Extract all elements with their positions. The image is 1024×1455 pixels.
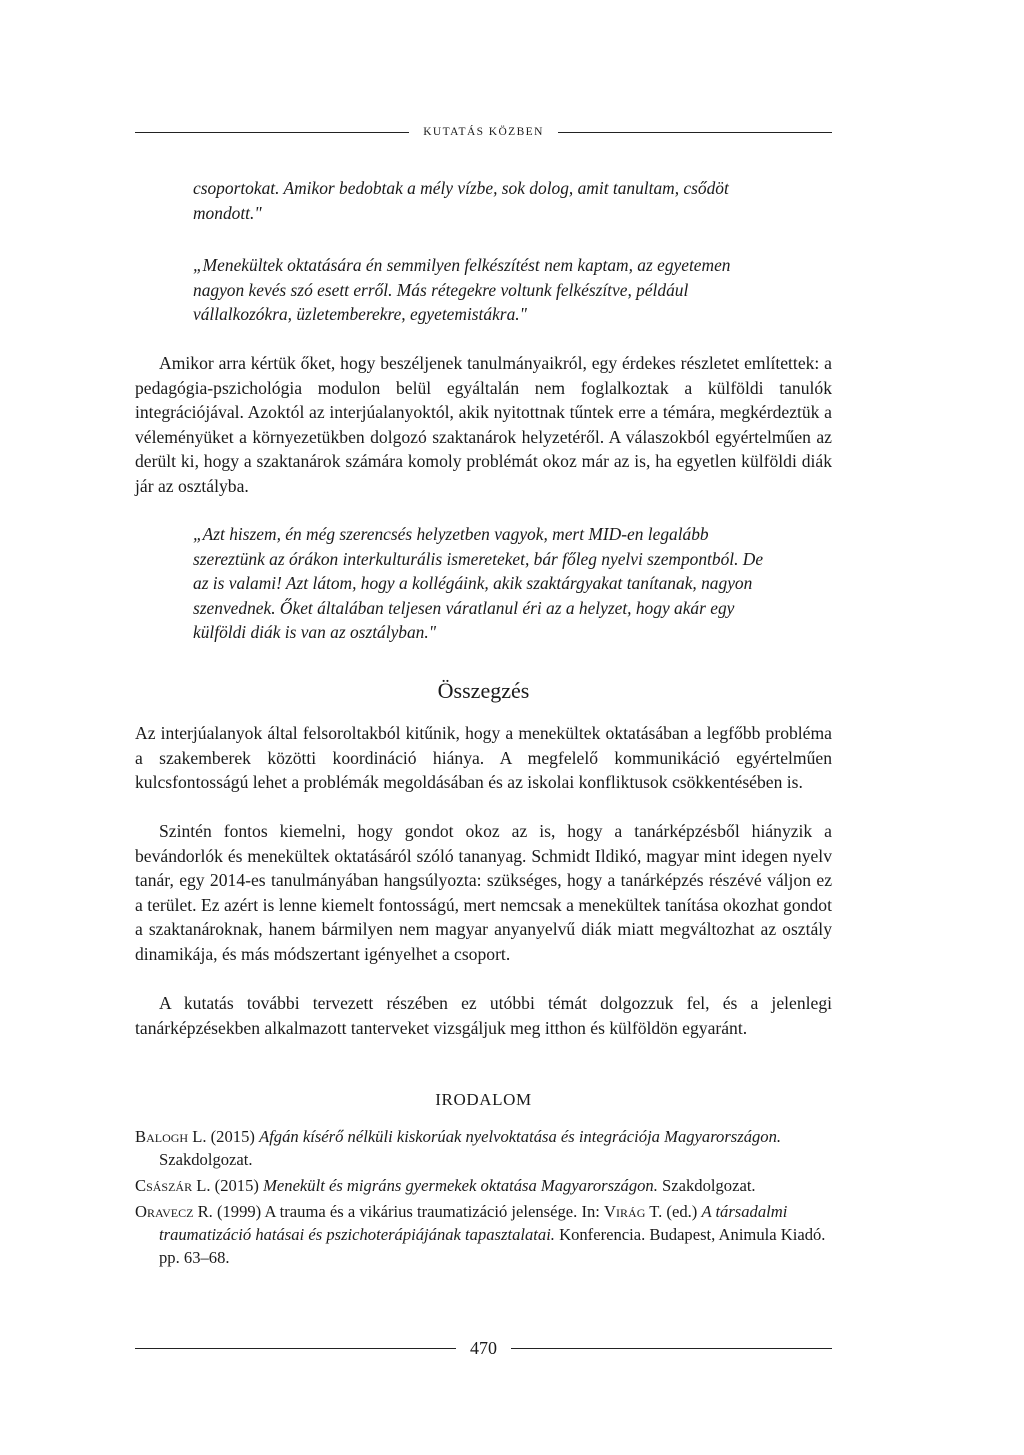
reference-note: Konferencia. Budapest, Animula Kiadó. pp. 63–68. bbox=[159, 1225, 826, 1267]
body-paragraph: Amikor arra kértük őket, hogy beszéljenek tanulmányaikról, egy érdekes részletet említettek: a pedagógia-pszichológia modulon belül egyáltalán nem foglalkoztak a külföldi tanulók integrációjával. Azoktól az interjúalanyoktól, akik nyitottnak tűntek erre a témára, megkérdeztük a véleményüket a környezetükben dolgozó szaktanárok helyzetéről. A válaszokból egyértelműen az derült ki, hogy a szaktanárok számára komoly problémát okoz már az is, ha egyetlen külföldi diák jár az osztályba. bbox=[135, 353, 832, 496]
reference-chapter: A trauma és a vikárius traumatizáció jelensége. In: bbox=[264, 1202, 600, 1221]
header-rule-left bbox=[135, 132, 409, 133]
reference-year: (1999) bbox=[216, 1202, 262, 1221]
section-title: Összegzés bbox=[437, 678, 530, 703]
running-header bbox=[135, 121, 832, 143]
quote-block: „Azt hiszem, én még szerencsés helyzetben vagyok, mert MID-en legalább szereztünk az órákon interkulturális ismereteket, bár főleg nyelvi szempontból. De az is valami! Azt látom, hogy a kollégáink, akik szaktárgyakat tanítanak, nagyon szenvednek. Őket általában teljesen váratlanul éri az a helyzet, hogy akár egy külföldi diák is van az osztályban." bbox=[193, 524, 764, 642]
reference-author: Császár L. bbox=[135, 1176, 211, 1195]
reference-title: Menekült és migráns gyermekek oktatása Magyarországon. bbox=[263, 1176, 658, 1195]
page-footer bbox=[135, 1336, 832, 1360]
reference-author: Balogh L. bbox=[135, 1127, 207, 1146]
document-page bbox=[135, 0, 832, 1455]
reference-year: (2015) bbox=[210, 1127, 255, 1146]
reference-year: (2015) bbox=[214, 1176, 259, 1195]
summary-paragraph: Szintén fontos kiemelni, hogy gondot okoz az is, hogy a tanárképzésből hiányzik a bevándorlók és menekültek oktatásáról szóló tananyag. Schmidt Ildikó, magyar mint idegen nyelv tanár, egy 2014-es tanulmányában hangsúlyozta: szükséges, hogy a tanárképzés részévé váljon ez a terület. Ez azért is lenne kiemelt fontosságú, mert nemcsak a menekültek tanítása okozhat gondot a szaktanároknak, hanem bármilyen nem magyar anyanyelvű diák miatt megváltozhat az osztály dinamikája, és más módszertant igényelhet a csoport. bbox=[135, 821, 832, 964]
page-number: 470 bbox=[470, 1337, 497, 1358]
reference-title: Afgán kísérő nélküli kiskorúak nyelvoktatása és integrációja Magyarországon. bbox=[259, 1127, 782, 1146]
footer-rule-right bbox=[511, 1348, 832, 1349]
summary-paragraph: A kutatás további tervezett részében ez utóbbi témát dolgozzuk fel, és a jelenlegi tanárképzésekben alkalmazott tanterveket vizsgáljuk meg itthon és külföldön egyaránt. bbox=[135, 993, 832, 1038]
reference-item bbox=[135, 1125, 832, 1171]
reference-author: Oravecz R. bbox=[135, 1202, 213, 1221]
summary-paragraph: Az interjúalanyok által felsoroltakból kitűnik, hogy a menekültek oktatásában a legfőbb probléma a szakemberek közötti koordináció hiánya. A megfelelő kommunikáció egyértelműen kulcsfontosságú lehet a problémák megoldásában és az iskolai konfliktusok csökkentésében is. bbox=[135, 723, 832, 793]
reference-note: Szakdolgozat. bbox=[662, 1176, 756, 1195]
reference-title: A társadalmi traumatizáció hatásai és pszichoterápiájának tapasztalatai. bbox=[159, 1202, 788, 1244]
reference-editor-suffix: (ed.) bbox=[666, 1202, 698, 1221]
references-heading: IRODALOM bbox=[435, 1090, 532, 1109]
reference-list bbox=[135, 1125, 832, 1272]
header-rule-right bbox=[558, 132, 832, 133]
reference-item bbox=[135, 1174, 832, 1197]
quote-block: „Menekültek oktatására én semmilyen felkészítést nem kaptam, az egyetemen nagyon kevés szó esett erről. Más rétegekre voltunk felkészítve, például vállalkozókra, üzletemberekre, egyetemistákra." bbox=[193, 255, 731, 324]
reference-editor: Virág T. bbox=[604, 1202, 663, 1221]
reference-item bbox=[135, 1200, 832, 1269]
footer-rule-left bbox=[135, 1348, 456, 1349]
quote-continuation: csoportokat. Amikor bedobtak a mély vízbe, sok dolog, amit tanultam, csődöt mondott." bbox=[193, 178, 729, 223]
running-title: KUTATÁS KÖZBEN bbox=[423, 126, 544, 138]
reference-note: Szakdolgozat. bbox=[159, 1150, 253, 1169]
